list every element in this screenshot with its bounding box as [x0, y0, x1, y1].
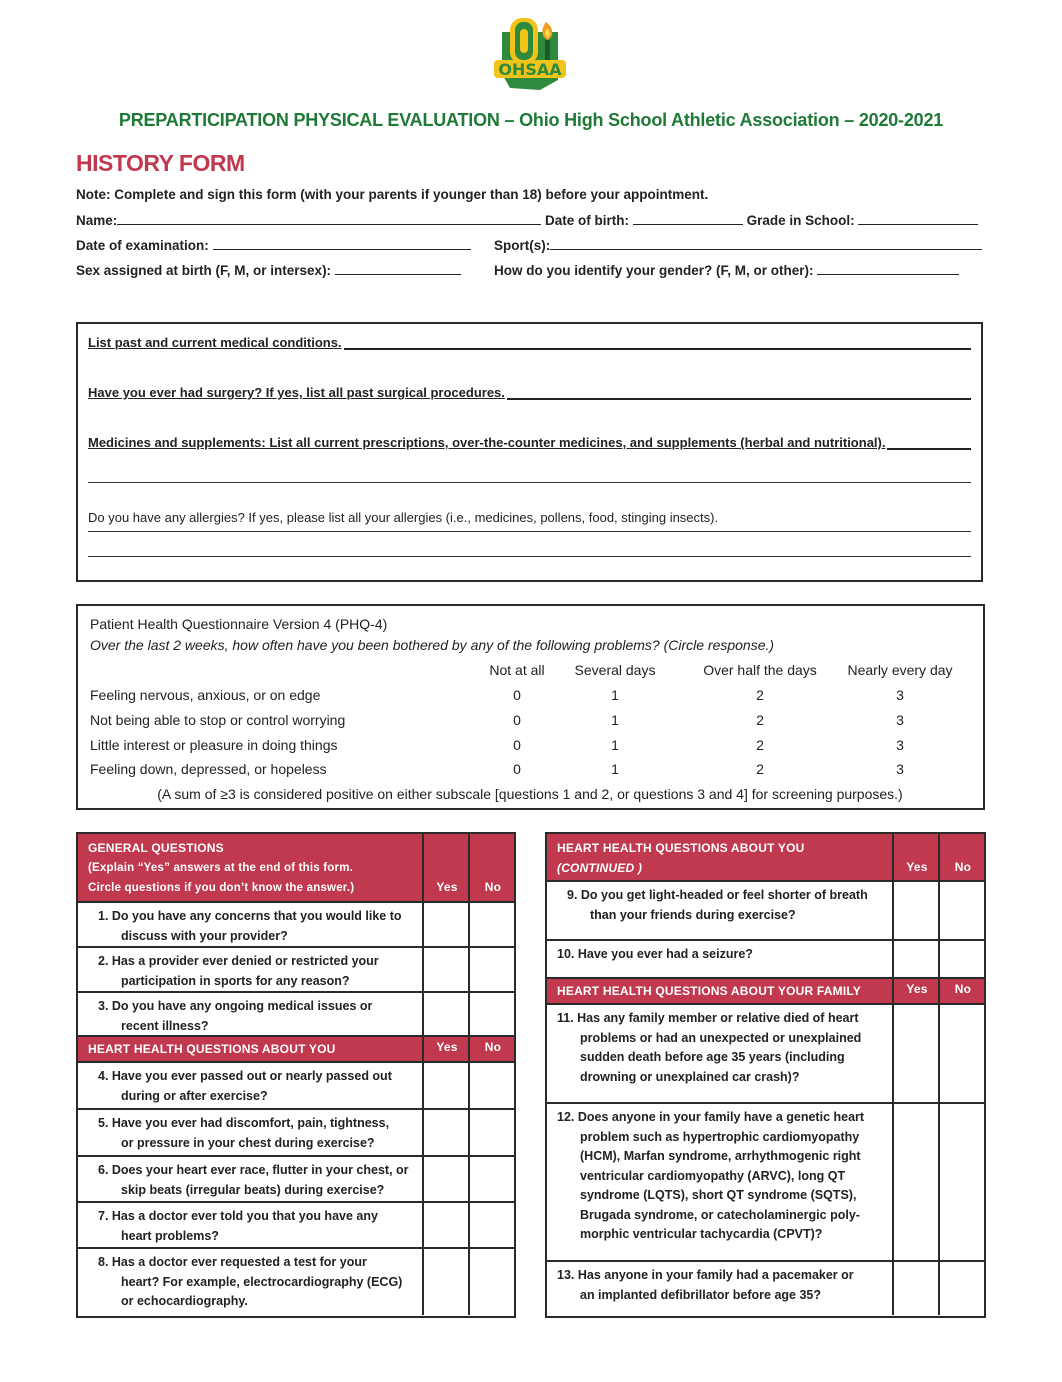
question-row: 9. Do you get light-headed or feel shorter of breath than your friends during exercise?: [547, 880, 984, 939]
col-nearly-every-day: Nearly every day: [847, 662, 953, 678]
yes-checkbox[interactable]: [892, 1005, 894, 1102]
col-over-half: Over half the days: [703, 662, 817, 678]
question-row: 1. Do you have any concerns that you would like to discuss with your provider?: [78, 901, 514, 946]
no-checkbox[interactable]: [468, 1157, 470, 1201]
yes-checkbox[interactable]: [892, 1104, 894, 1260]
general-questions-header: GENERAL QUESTIONS (Explain “Yes” answers at the end of this form. Circle questions if you don’t know the answer.) Yes No: [78, 834, 514, 901]
medical-history-box: [76, 322, 983, 582]
gender-input[interactable]: [817, 262, 959, 275]
score-option[interactable]: 2: [756, 712, 764, 728]
score-option[interactable]: 0: [513, 712, 521, 728]
no-checkbox[interactable]: [468, 1063, 470, 1108]
phq4-box: [76, 604, 985, 810]
no-checkbox[interactable]: [938, 941, 940, 977]
grade-label: Grade in School:: [746, 213, 855, 228]
heart-continued-header: HEART HEALTH QUESTIONS ABOUT YOU (CONTINUED ) Yes No: [547, 834, 984, 880]
yes-checkbox[interactable]: [892, 882, 894, 939]
exam-date-input[interactable]: [213, 237, 471, 250]
yes-checkbox[interactable]: [422, 1063, 424, 1108]
no-column-label: No: [484, 880, 502, 894]
sex-label: Sex assigned at birth (F, M, or intersex):: [76, 263, 332, 278]
no-checkbox[interactable]: [468, 1203, 470, 1247]
allergies-answer-line-2[interactable]: [88, 556, 971, 557]
phq4-row: Feeling down, depressed, or hopeless 0 1 2 3: [90, 761, 971, 781]
no-checkbox[interactable]: [468, 948, 470, 991]
score-option[interactable]: 3: [896, 712, 904, 728]
no-checkbox[interactable]: [468, 903, 470, 946]
heart-health-table: [545, 832, 986, 1318]
allergies-answer-line-1[interactable]: [88, 531, 971, 532]
yes-column-label: Yes: [906, 860, 928, 874]
phq4-footnote: (A sum of ≥3 is considered positive on either subscale [questions 1 and 2, or questions 3 and 4] for screening purposes.): [157, 786, 903, 802]
col-not-at-all: Not at all: [489, 662, 545, 678]
yes-column-label: Yes: [436, 880, 458, 894]
sports-input[interactable]: [550, 237, 982, 250]
phq4-column-headers: [90, 662, 971, 682]
no-checkbox[interactable]: [938, 1005, 940, 1102]
sports-label: Sport(s):: [494, 238, 551, 253]
yes-checkbox[interactable]: [422, 948, 424, 991]
yes-column-label: Yes: [906, 982, 928, 996]
score-option[interactable]: 1: [611, 687, 619, 703]
score-option[interactable]: 0: [513, 761, 521, 777]
name-input[interactable]: [117, 212, 541, 225]
note-text: Note: Complete and sign this form (with your parents if younger than 18) before your appointment.: [76, 187, 709, 202]
surgery-question[interactable]: Have you ever had surgery? If yes, list all past surgical procedures.: [88, 385, 971, 400]
col-several-days: Several days: [574, 662, 656, 678]
phq4-title: Patient Health Questionnaire Version 4 (PHQ-4): [90, 616, 388, 632]
yes-checkbox[interactable]: [422, 993, 424, 1035]
yes-checkbox[interactable]: [892, 1262, 894, 1315]
main-title: PREPARTICIPATION PHYSICAL EVALUATION – Ohio High School Athletic Association – 2020-2021: [118, 110, 944, 130]
question-row: 6. Does your heart ever race, flutter in your chest, or skip beats (irregular beats) during exercise?: [78, 1155, 514, 1201]
dob-label: Date of birth:: [545, 213, 630, 228]
no-checkbox[interactable]: [468, 1110, 470, 1155]
no-checkbox[interactable]: [938, 1262, 940, 1315]
heart-health-header: HEART HEALTH QUESTIONS ABOUT YOU Yes No: [78, 1035, 514, 1061]
score-option[interactable]: 1: [611, 712, 619, 728]
question-row: 12. Does anyone in your family have a genetic heart problem such as hypertrophic cardiomyopathy (HCM), Marfan syndrome, arrhythmogenic right ventricular cardiomyopathy (ARVC), long QT syndrome (LQTS), short QT syndrome (SQTS), Brugada syndrome, or catecholaminergic poly- morphic ventricular tachycardia (CPVT)?: [547, 1102, 984, 1260]
grade-input[interactable]: [858, 212, 978, 225]
score-option[interactable]: 1: [611, 761, 619, 777]
svg-text:OHSAA: OHSAA: [498, 60, 562, 79]
question-row: 10. Have you ever had a seizure?: [547, 939, 984, 977]
yes-checkbox[interactable]: [892, 941, 894, 977]
question-row: 5. Have you ever had discomfort, pain, tightness, or pressure in your chest during exercise?: [78, 1108, 514, 1155]
sex-input[interactable]: [335, 262, 461, 275]
no-column-label: No: [954, 860, 972, 874]
exam-date-label: Date of examination:: [76, 238, 209, 253]
no-checkbox[interactable]: [468, 993, 470, 1035]
question-row: 4. Have you ever passed out or nearly passed out during or after exercise?: [78, 1061, 514, 1108]
score-option[interactable]: 2: [756, 737, 764, 753]
yes-column-label: Yes: [436, 1040, 458, 1054]
ohsaa-logo: [488, 12, 572, 96]
allergies-question: Do you have any allergies? If yes, please list all your allergies (i.e., medicines, pollens, food, stinging insects).: [88, 510, 719, 525]
question-row: 3. Do you have any ongoing medical issues or recent illness?: [78, 991, 514, 1035]
score-option[interactable]: 2: [756, 687, 764, 703]
yes-checkbox[interactable]: [422, 903, 424, 946]
phq4-row: Feeling nervous, anxious, or on edge 0 1 2 3: [90, 687, 971, 707]
score-option[interactable]: 0: [513, 737, 521, 753]
question-row: 8. Has a doctor ever requested a test for your heart? For example, electrocardiography (ECG) or echocardiography.: [78, 1247, 514, 1315]
question-row: 2. Has a provider ever denied or restricted your participation in sports for any reason?: [78, 946, 514, 991]
phq4-instruction: Over the last 2 weeks, how often have you been bothered by any of the following problems? (Circle response.): [90, 637, 775, 653]
dob-input[interactable]: [633, 212, 743, 225]
question-row: 11. Has any family member or relative died of heart problems or had an unexpected or unexplained sudden death before age 35 years (including drowning or unexplained car crash)?: [547, 1003, 984, 1102]
exam-date-row: [76, 237, 471, 253]
no-checkbox[interactable]: [468, 1249, 470, 1315]
gender-label: How do you identify your gender? (F, M, or other):: [494, 263, 814, 278]
sports-row: [494, 237, 982, 253]
no-checkbox[interactable]: [938, 1104, 940, 1260]
question-row: 7. Has a doctor ever told you that you have any heart problems?: [78, 1201, 514, 1247]
score-option[interactable]: 1: [611, 737, 619, 753]
score-option[interactable]: 3: [896, 737, 904, 753]
name-field-row: [76, 212, 978, 228]
conditions-question[interactable]: List past and current medical conditions.: [88, 335, 971, 350]
gender-row: [494, 262, 959, 278]
question-row: 13. Has anyone in your family had a pacemaker or an implanted defibrillator before age 35?: [547, 1260, 984, 1315]
yes-checkbox[interactable]: [422, 1203, 424, 1247]
no-column-label: No: [954, 982, 972, 996]
yes-checkbox[interactable]: [422, 1157, 424, 1201]
score-option[interactable]: 3: [896, 761, 904, 777]
yes-checkbox[interactable]: [422, 1110, 424, 1155]
phq4-row: Not being able to stop or control worrying 0 1 2 3: [90, 712, 971, 732]
no-checkbox[interactable]: [938, 882, 940, 939]
score-option[interactable]: 3: [896, 687, 904, 703]
no-column-label: No: [484, 1040, 502, 1054]
medicines-answer-line[interactable]: [88, 482, 971, 483]
score-option[interactable]: 2: [756, 761, 764, 777]
phq4-row: Little interest or pleasure in doing things 0 1 2 3: [90, 737, 971, 757]
score-option[interactable]: 0: [513, 687, 521, 703]
sex-row: [76, 262, 461, 278]
family-heart-header: HEART HEALTH QUESTIONS ABOUT YOUR FAMILY Yes No: [547, 977, 984, 1003]
name-label: Name:: [76, 213, 118, 228]
form-title: HISTORY FORM: [76, 150, 245, 176]
medicines-question[interactable]: Medicines and supplements: List all current prescriptions, over-the-counter medicines, and supplements (herbal and nutritional).: [88, 435, 971, 450]
general-questions-table: [76, 832, 516, 1318]
yes-checkbox[interactable]: [422, 1249, 424, 1315]
